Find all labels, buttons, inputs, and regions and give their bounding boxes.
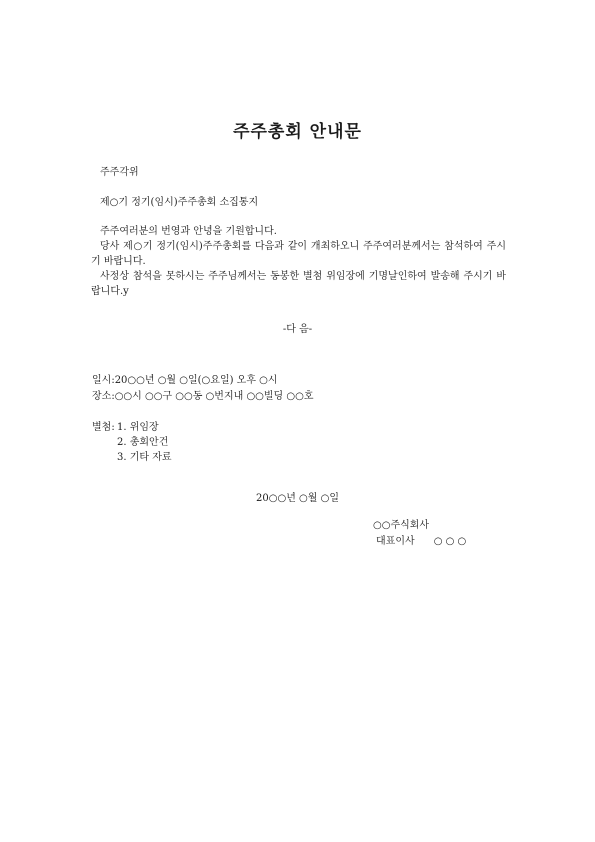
subject-line: 제○기 정기(임시)주주총회 소집통지 [100, 197, 259, 208]
paragraph-invitation: 당사 제○기 정기(임시)주주총회를 다음과 같이 개최하오니 주주여러분께서는 참석하여 주시기 바랍니다. [91, 241, 506, 267]
attachments-label: 별첨: [92, 422, 115, 433]
body-paragraphs [91, 224, 506, 299]
attachment-item: 1. 위임장 [117, 422, 159, 433]
paragraph-greeting: 주주여러분의 번영과 안녕을 기원합니다. [100, 226, 277, 237]
paragraph-proxy: 사정상 참석을 못하시는 주주님께서는 동봉한 별첨 위임장에 기명날인하여 발송해 주시기 바랍니다.y [91, 271, 506, 297]
attachment-item: 2. 총회안건 [117, 437, 169, 448]
document-date: 20○○년 ○월 ○일 [256, 493, 339, 504]
company-name: ○○주식회사 [373, 520, 430, 531]
attachment-item: 3. 기타 자료 [117, 452, 172, 463]
document-title: 주주총회 안내문 [233, 122, 362, 142]
place-line: 장소:○○시 ○○구 ○○동 ○번지내 ○○빌딩 ○○호 [92, 391, 314, 402]
salutation: 주주각위 [100, 167, 139, 178]
notice-heading: -다 음- [282, 324, 313, 335]
datetime-line: 일시:20○○년 ○월 ○일(○요일) 오후 ○시 [92, 375, 278, 386]
representative-line: 대표이사 ○ ○ ○ [376, 536, 467, 547]
